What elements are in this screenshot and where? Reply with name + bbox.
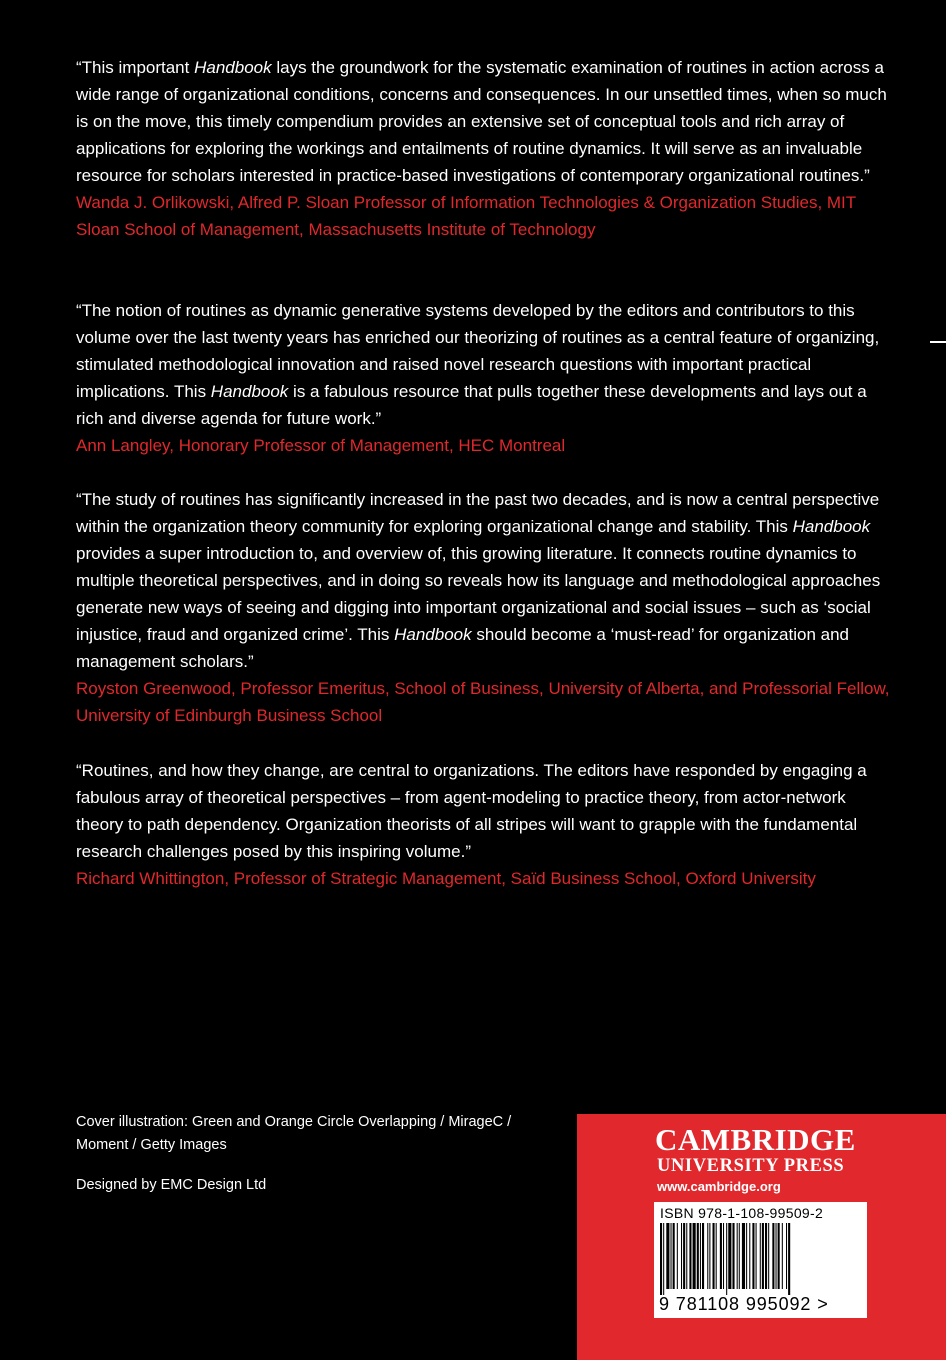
barcode-bar (739, 1223, 740, 1289)
barcode-bar (663, 1223, 664, 1295)
barcode-bar (746, 1223, 747, 1289)
barcode-bar (681, 1223, 682, 1289)
barcode-bar (660, 1223, 662, 1295)
barcode-bar (693, 1223, 696, 1289)
endorsement-attribution: Wanda J. Orlikowski, Alfred P. Sloan Professor of Information Technologies & Organization Studies, MIT Sloan School of Management, Massachusetts Institute of Technology (76, 193, 856, 239)
barcode-bar (728, 1223, 731, 1289)
endorsement-attribution: Ann Langley, Honorary Professor of Management, HEC Montreal (76, 436, 566, 455)
endorsement-1 (76, 54, 896, 243)
barcode-bar (673, 1223, 675, 1289)
endorsement-quote: “The notion of routines as dynamic generative systems developed by the editors and contributors to this volume over the last twenty years has enriched our theorizing of routines as a central feature of organizing, stimulated methodological innovation and raised novel research questions with important practical implications. This Handbook is a fabulous resource that pulls together these developments and lays out a rich and diverse agenda for future work.” (76, 301, 880, 428)
barcode-bar (713, 1223, 715, 1289)
publisher-panel (577, 1114, 946, 1360)
barcode-bar (666, 1223, 669, 1289)
endorsement-quote: “This important Handbook lays the groundwork for the systematic examination of routines in action across a wide range of organizational conditions, concerns and consequences. In our unsettled times, when so much is on the move, this timely compendium provides an extensive set of conceptual tools and rich array of applications for exploring the workings and entailments of routine dynamics. It will serve as an invaluable resource for scholars interested in practice-based investigations of contemporary organizational routines.” (76, 58, 887, 185)
barcode-bar (742, 1223, 745, 1289)
publisher-url: www.cambridge.org (657, 1179, 781, 1194)
barcode-bar (732, 1223, 734, 1289)
barcode-bar (720, 1223, 722, 1289)
cover-credits (76, 1111, 546, 1197)
barcode-bar (760, 1223, 761, 1289)
publisher-press: UNIVERSITY PRESS (657, 1156, 845, 1176)
barcode-bar (716, 1223, 717, 1289)
endorsement-attribution: Royston Greenwood, Professor Emeritus, School of Business, University of Alberta, and Professorial Fellow, University of Edinburgh Business School (76, 679, 890, 725)
barcode-bar (707, 1223, 708, 1289)
endorsement-quote: “Routines, and how they change, are central to organizations. The editors have responded by engaging a fabulous array of theoretical perspectives – from agent-modeling to practice theory, from actor-network theory to path dependency. Organization theorists of all stripes will want to grapple with the fundamental research challenges posed by this inspiring volume.” (76, 761, 867, 861)
barcode-bar (772, 1223, 774, 1289)
barcode-bar (776, 1223, 777, 1289)
barcode-bar (723, 1223, 724, 1289)
barcode-bar (749, 1223, 750, 1289)
spine-crop-mark (930, 341, 946, 343)
barcode-bar (709, 1223, 710, 1289)
designer-credit: Designed by EMC Design Ltd (76, 1177, 267, 1193)
barcode-bar (683, 1223, 685, 1289)
barcode-bar (726, 1223, 727, 1295)
barcode-bar (768, 1223, 769, 1289)
endorsement-quote: “The study of routines has significantly increased in the past two decades, and is now a central perspective within the organization theory community for exploring organizational change and stability. This Handbook provides a super introduction to, and overview of, this growing literature. It connects routine dynamics to multiple theoretical perspectives, and in doing so reveals how its language and methodological approaches generate new ways of seeing and digging into important organizational and social issues – such as ‘social injustice, fraud and organized crime’. This Handbook should become a ‘must-read’ for organization and management scholars.” (76, 490, 881, 671)
endorsement-2 (76, 297, 896, 459)
isbn-barcode-box (654, 1202, 867, 1318)
barcode-digits: 9 781108 995092 > (659, 1294, 829, 1314)
cover-illustration-credit: Cover illustration: Green and Orange Circle Overlapping / MirageC / Moment / Getty Images (76, 1114, 512, 1153)
barcode-bar (686, 1223, 687, 1289)
publisher-name: CAMBRIDGE (655, 1122, 856, 1157)
endorsement-attribution: Richard Whittington, Professor of Strategic Management, Saïd Business School, Oxford University (76, 869, 816, 888)
barcode-bar (765, 1223, 767, 1289)
barcode-bar (677, 1223, 678, 1289)
barcode-bar (737, 1223, 738, 1289)
isbn-label: ISBN 978-1-108-99509-2 (660, 1205, 824, 1221)
barcode-bar (786, 1223, 787, 1289)
barcode-bar (697, 1223, 699, 1289)
barcode-bar (788, 1223, 790, 1295)
barcode-bar (689, 1223, 691, 1289)
barcode-bar (702, 1223, 704, 1289)
barcode-bar (752, 1223, 754, 1289)
barcode-bar (778, 1223, 780, 1289)
barcode-bar (671, 1223, 672, 1289)
barcode-bar (756, 1223, 757, 1289)
endorsement-3 (76, 486, 896, 729)
barcode-bar (700, 1223, 701, 1289)
endorsement-4 (76, 757, 896, 892)
barcode-icon (658, 1223, 838, 1295)
barcode-bar (762, 1223, 764, 1289)
barcode-bar (782, 1223, 783, 1289)
